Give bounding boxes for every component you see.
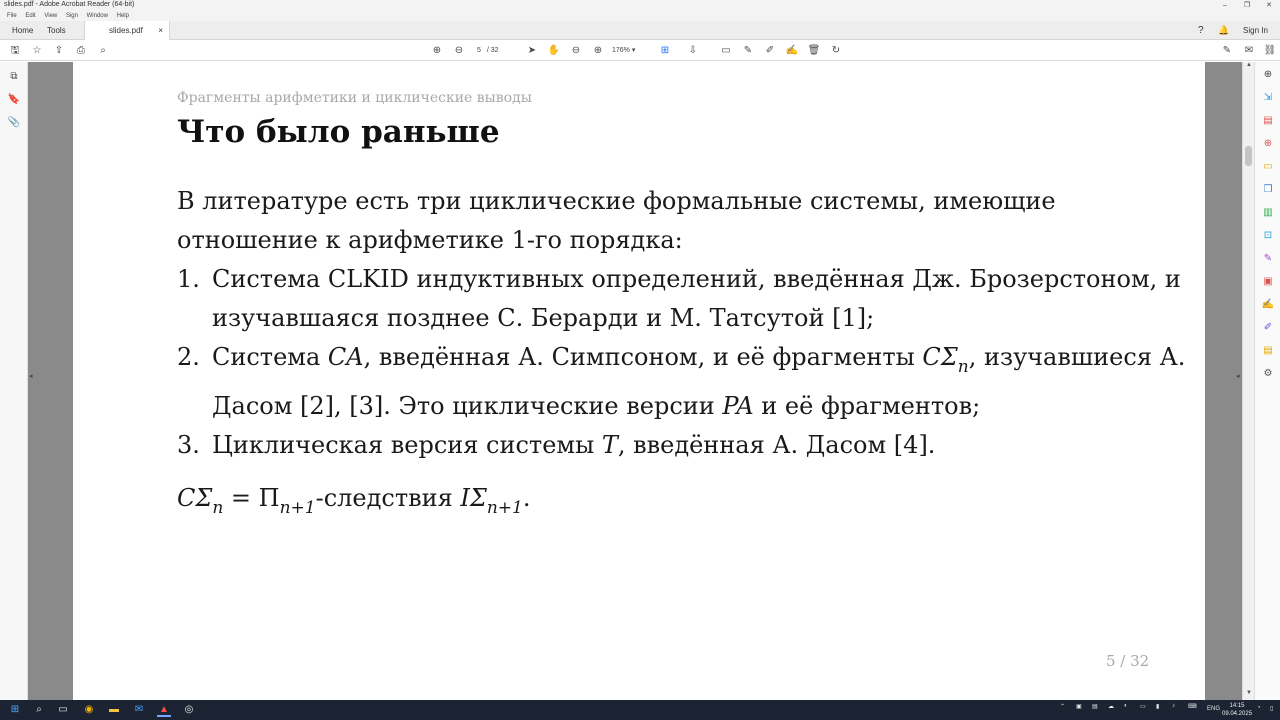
windows-taskbar <box>0 700 1280 720</box>
list-item-number: 2. <box>177 343 200 371</box>
menu-window[interactable]: Window <box>86 13 108 19</box>
zoom-out-icon[interactable]: ⊖ <box>571 45 581 56</box>
combine-files-icon[interactable]: ❐ <box>1263 184 1273 195</box>
tab-tools[interactable]: Tools <box>47 26 66 35</box>
page-number-input[interactable]: 5 <box>477 47 481 54</box>
slide-title: Что было раньше <box>177 114 500 150</box>
scroll-mode-icon[interactable]: ⇩ <box>688 45 698 56</box>
page-total-label: / 32 <box>486 47 499 54</box>
fill-sign-icon[interactable]: ✎ <box>1263 253 1273 264</box>
list-item <box>177 338 1197 426</box>
menu-file[interactable]: File <box>7 13 17 19</box>
document-viewer[interactable] <box>28 62 1242 700</box>
rotate-icon[interactable]: ↻ <box>831 45 841 56</box>
close-window-button[interactable]: ✕ <box>1266 2 1272 9</box>
highlight-pen-icon[interactable]: ✎ <box>743 45 753 56</box>
window-titlebar <box>0 0 1280 11</box>
list-item-text: Система CA, введённая А. Симпсоном, и её фрагменты $C\Sigma_n$, изучавшиеся А. Дасом [2], [3]. Это циклические версии PA и её фрагментов; <box>212 343 1186 420</box>
create-pdf-icon[interactable]: ⊕ <box>1263 138 1273 149</box>
hand-tool-icon[interactable]: ✋ <box>547 45 561 56</box>
send-for-review-icon[interactable]: ▤ <box>1263 345 1273 356</box>
notification-center-icon[interactable]: ▯ <box>1270 706 1274 712</box>
wifi-icon[interactable]: ◔ <box>1257 705 1261 711</box>
previous-page-icon[interactable]: ⊕ <box>432 45 442 56</box>
share-link-icon[interactable]: ⛓ <box>1263 45 1277 56</box>
list-item <box>177 426 1197 465</box>
scroll-up-arrow-icon[interactable]: ▲ <box>1246 62 1252 68</box>
search-icon[interactable]: ⌕ <box>100 45 106 56</box>
slide-intro: В литературе есть три циклические формальные системы, имеющие отношение к арифметике 1-го порядка: <box>177 187 1056 254</box>
close-tab-icon[interactable]: × <box>158 26 163 35</box>
slide-formula: $C\Sigma_n$ = $\Pi_{n+1}$-следствия $I\Sigma_{n+1}$. <box>177 484 531 518</box>
tab-bar <box>0 21 1280 40</box>
left-navigation-rail <box>0 62 28 700</box>
list-item-number: 3. <box>177 431 200 459</box>
task-view-icon[interactable]: ▭ <box>58 704 68 715</box>
zoom-level-value: 176% <box>612 47 630 54</box>
help-icon[interactable]: ? <box>1198 25 1204 36</box>
collapse-right-panel-icon[interactable]: ◂ <box>1236 373 1240 380</box>
language-indicator[interactable]: ENG <box>1207 706 1221 712</box>
protect-pdf-icon[interactable]: ▣ <box>1263 276 1273 287</box>
more-tools-icon[interactable]: ⚙ <box>1263 368 1273 379</box>
show-hidden-icons-icon[interactable]: ⌃ <box>1060 704 1066 710</box>
battery-icon[interactable]: ▮ <box>1156 704 1160 710</box>
clock-date: 09.04.2025 <box>1222 711 1253 717</box>
zoom-in-icon[interactable]: ⊕ <box>593 45 603 56</box>
clock-time: 14:15 <box>1229 703 1245 709</box>
vertical-scrollbar[interactable] <box>1242 62 1254 700</box>
file-explorer-icon[interactable]: ▬ <box>109 704 119 715</box>
organize-pages-icon[interactable]: ▤ <box>1263 115 1273 126</box>
sign-in-button[interactable]: Sign In <box>1243 26 1268 35</box>
comment-icon[interactable]: ▭ <box>721 45 731 56</box>
page-indicator <box>473 44 513 57</box>
attachments-paperclip-icon[interactable]: 📎 <box>7 117 21 128</box>
windows-start-icon[interactable]: ⊞ <box>10 704 20 715</box>
notification-bell-icon[interactable]: 🔔 <box>1218 25 1230 35</box>
scrollbar-thumb[interactable] <box>1245 146 1252 166</box>
bookmarks-icon[interactable]: 🔖 <box>7 94 21 105</box>
email-icon[interactable]: ✉ <box>1244 45 1254 56</box>
zoom-search-icon[interactable]: ⊕ <box>1263 69 1273 80</box>
collapse-left-panel-icon[interactable]: ◂ <box>29 373 33 380</box>
obs-app-icon[interactable]: ◎ <box>184 704 194 715</box>
slide-header: Фрагменты арифметики и циклические выводы <box>177 90 532 106</box>
cloud-sync-icon[interactable]: ☁ <box>1108 704 1114 710</box>
right-tools-rail <box>1254 62 1280 700</box>
list-item-text: Циклическая версия системы T, введённая А. Дасом [4]. <box>212 431 936 459</box>
tab-document-label: slides.pdf <box>109 26 143 35</box>
select-cursor-icon[interactable]: ➤ <box>527 45 537 56</box>
export-pdf-icon[interactable]: ⇲ <box>1263 92 1273 103</box>
tab-home[interactable]: Home <box>12 26 34 35</box>
print-icon[interactable]: ⎙ <box>77 45 85 56</box>
menu-bar <box>0 11 1280 21</box>
tray-app-icon[interactable]: ▣ <box>1076 704 1082 710</box>
delete-icon[interactable]: 🗑 <box>807 45 821 56</box>
menu-edit[interactable]: Edit <box>25 13 36 19</box>
chrome-browser-icon[interactable]: ◉ <box>84 704 94 715</box>
text-edit-icon[interactable]: ✍ <box>785 45 799 56</box>
zoom-dropdown[interactable]: 176% ▾ <box>612 47 636 54</box>
display-icon[interactable]: ▭ <box>1140 704 1146 710</box>
next-page-icon[interactable]: ⊖ <box>454 45 464 56</box>
compress-pdf-icon[interactable]: ▥ <box>1263 207 1273 218</box>
comment-tool-icon[interactable]: ▭ <box>1263 161 1273 172</box>
list-item-number: 1. <box>177 265 200 293</box>
request-signature-icon[interactable]: ✍ <box>1261 299 1275 310</box>
save-icon[interactable]: 🖫 <box>10 45 20 56</box>
upload-cloud-icon[interactable]: ⇪ <box>54 45 64 56</box>
keyboard-icon[interactable]: ⌨ <box>1188 704 1197 710</box>
pdf-page <box>73 62 1205 700</box>
menu-view[interactable]: View <box>44 13 58 19</box>
volume-icon[interactable]: ♪ <box>1172 703 1175 709</box>
tab-document[interactable] <box>84 21 170 40</box>
tray-app-icon[interactable]: ▤ <box>1092 704 1098 710</box>
acrobat-reader-taskbar-icon[interactable]: ▲ <box>157 703 171 717</box>
mail-app-icon[interactable]: ✉ <box>134 704 144 715</box>
scan-ocr-icon[interactable]: ⊡ <box>1263 230 1273 241</box>
prepare-form-icon[interactable]: ✐ <box>1263 322 1273 333</box>
slide-list <box>177 260 1197 465</box>
window-title: slides.pdf - Adobe Acrobat Reader (64-bit) <box>4 1 135 8</box>
draw-freehand-icon[interactable]: ✐ <box>765 45 775 56</box>
minimize-button[interactable]: – <box>1223 2 1227 9</box>
main-toolbar <box>0 40 1280 61</box>
slide-body <box>177 182 1197 528</box>
bookmark-star-icon[interactable]: ☆ <box>32 45 42 56</box>
menu-help[interactable]: Help <box>116 13 129 19</box>
list-item-text: Система CLKID индуктивных определений, введённая Дж. Брозерстоном, и изучавшаяся позднее С. Берарди и М. Татсутой [1]; <box>212 265 1181 332</box>
maximize-button[interactable]: ❐ <box>1243 2 1251 9</box>
page-fit-icon[interactable]: ⊞ <box>660 45 670 56</box>
menu-sign[interactable]: Sign <box>65 13 78 19</box>
slide-page-number: 5 / 32 <box>1106 652 1150 670</box>
list-item <box>177 260 1197 338</box>
tray-app-icon[interactable]: ◐ <box>1124 703 1128 709</box>
page-thumbnails-icon[interactable]: ⧉ <box>10 71 18 82</box>
edit-pdf-icon[interactable]: ✎ <box>1222 45 1232 56</box>
system-clock[interactable] <box>1222 702 1252 718</box>
scroll-down-arrow-icon[interactable]: ▼ <box>1246 690 1252 696</box>
taskbar-search-icon[interactable]: ⌕ <box>36 704 42 715</box>
